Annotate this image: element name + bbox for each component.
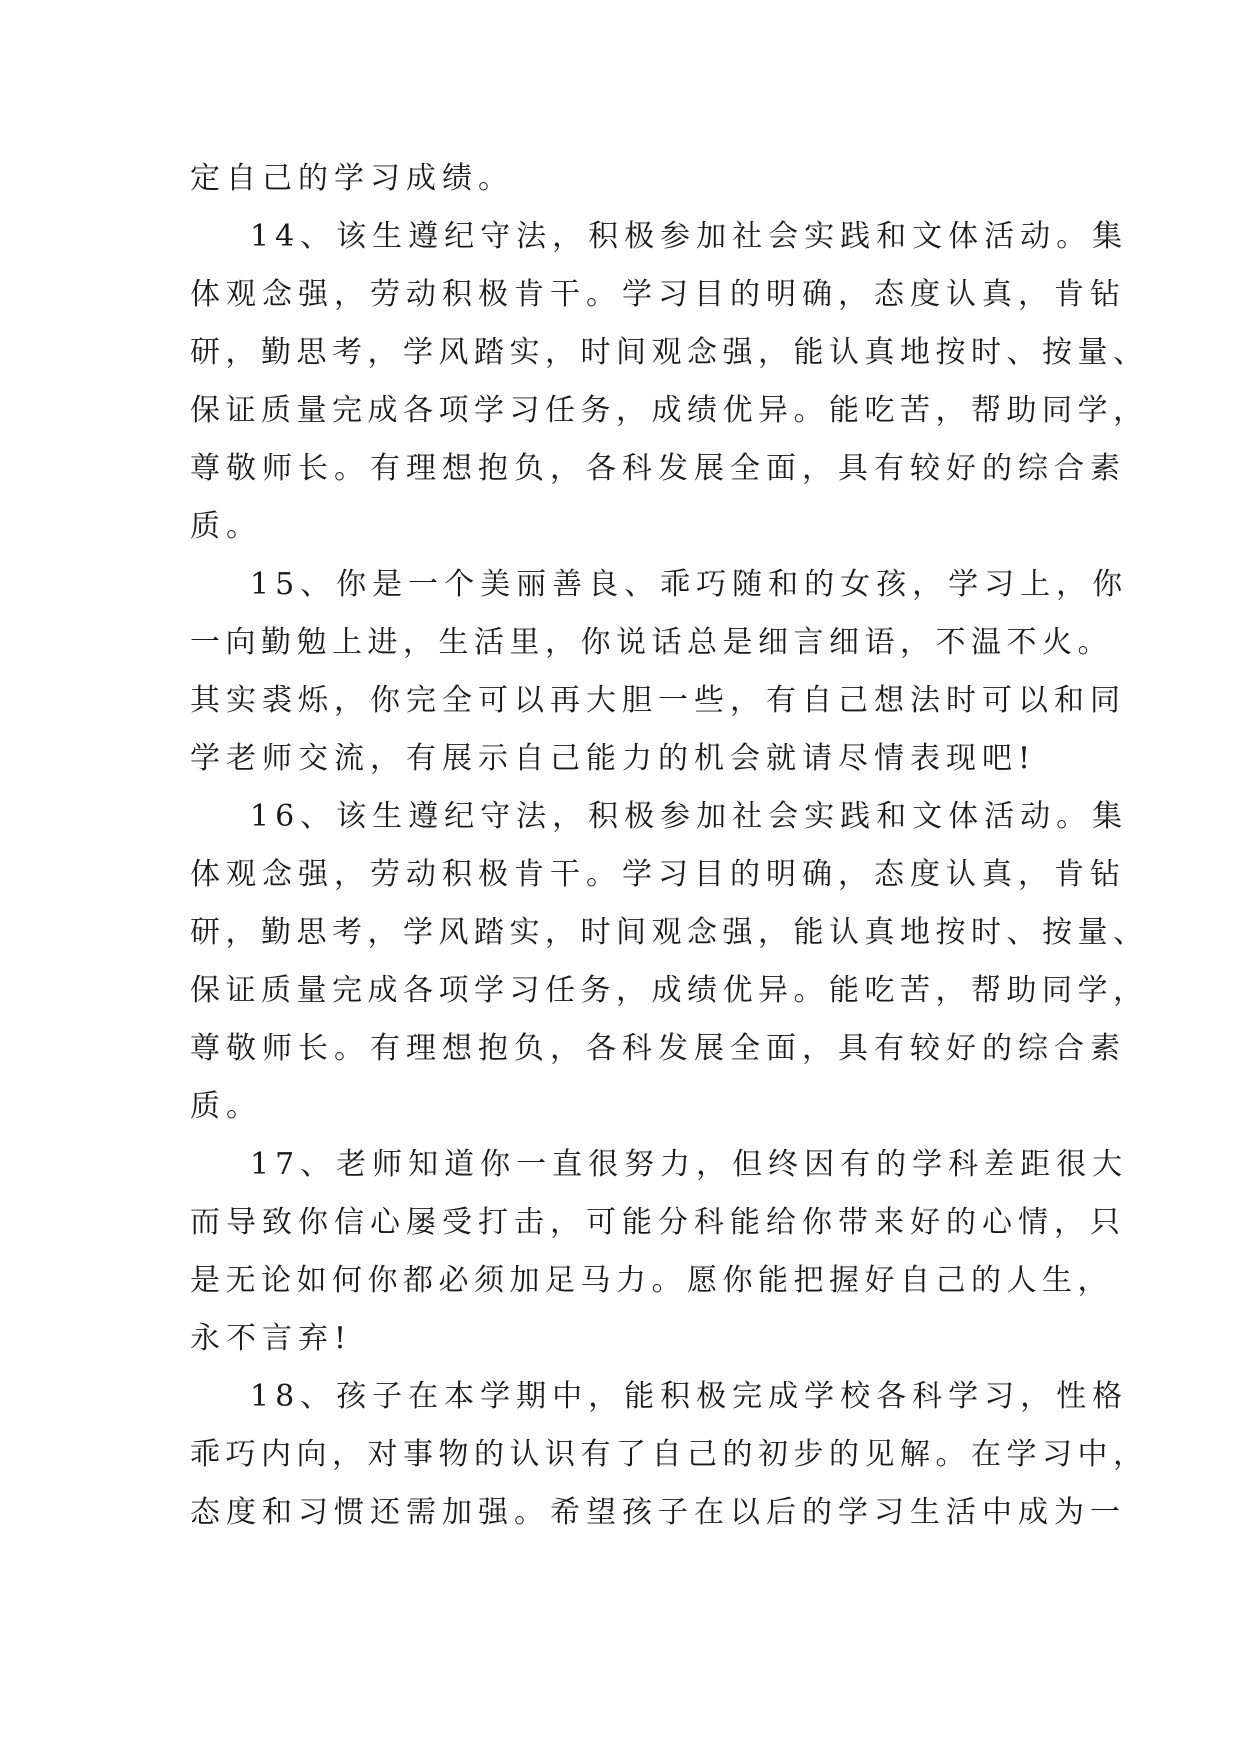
text-line: 乖巧内向，对事物的认识有了自己的初步的见解。在学习中，: [190, 1437, 1149, 1472]
text-line: 尊敬师长。有理想抱负，各科发展全面，具有较好的综合素: [190, 451, 1126, 486]
document-body: [190, 150, 1149, 1542]
paragraph: [190, 1136, 1129, 1368]
text-line: 17、老师知道你一直很努力，但终因有的学科差距很大: [250, 1147, 1129, 1182]
text-line: 16、该生遵纪守法，积极参加社会实践和文体活动。集: [250, 799, 1129, 834]
text-line: 学老师交流，有展示自己能力的机会就请尽情表现吧!: [190, 741, 1037, 776]
text-line: 质。: [190, 509, 262, 544]
text-line: 14、该生遵纪守法，积极参加社会实践和文体活动。集: [250, 219, 1129, 254]
paragraph: [190, 788, 1149, 1136]
paragraph: [190, 1368, 1149, 1542]
text-line: 研，勤思考，学风踏实，时间观念强，能认真地按时、按量、: [190, 915, 1149, 950]
text-line: 质。: [190, 1089, 262, 1124]
paragraph: [190, 208, 1149, 556]
text-line: 一向勤勉上进，生活里，你说话总是细言细语，不温不火。: [190, 625, 1113, 660]
text-line: 其实裘烁，你完全可以再大胆一些，有自己想法时可以和同: [190, 683, 1126, 718]
text-line: 体观念强，劳动积极肯干。学习目的明确，态度认真，肯钻: [190, 857, 1126, 892]
text-line: 保证质量完成各项学习任务，成绩优异。能吃苦，帮助同学，: [190, 973, 1149, 1008]
text-line: 态度和习惯还需加强。希望孩子在以后的学习生活中成为一: [190, 1495, 1126, 1530]
text-line: 15、你是一个美丽善良、乖巧随和的女孩，学习上，你: [250, 567, 1129, 602]
text-line: 研，勤思考，学风踏实，时间观念强，能认真地按时、按量、: [190, 335, 1149, 370]
text-line: 尊敬师长。有理想抱负，各科发展全面，具有较好的综合素: [190, 1031, 1126, 1066]
text-line: 永不言弃!: [190, 1321, 353, 1356]
text-line: 定自己的学习成绩。: [190, 161, 514, 196]
text-line: 是无论如何你都必须加足马力。愿你能把握好自己的人生，: [190, 1263, 1113, 1298]
paragraph: [190, 150, 1070, 208]
text-line: 而导致你信心屡受打击，可能分科能给你带来好的心情，只: [190, 1205, 1126, 1240]
text-line: 体观念强，劳动积极肯干。学习目的明确，态度认真，肯钻: [190, 277, 1126, 312]
paragraph: [190, 556, 1129, 788]
text-line: 18、孩子在本学期中，能积极完成学校各科学习，性格: [250, 1379, 1129, 1414]
text-line: 保证质量完成各项学习任务，成绩优异。能吃苦，帮助同学，: [190, 393, 1149, 428]
